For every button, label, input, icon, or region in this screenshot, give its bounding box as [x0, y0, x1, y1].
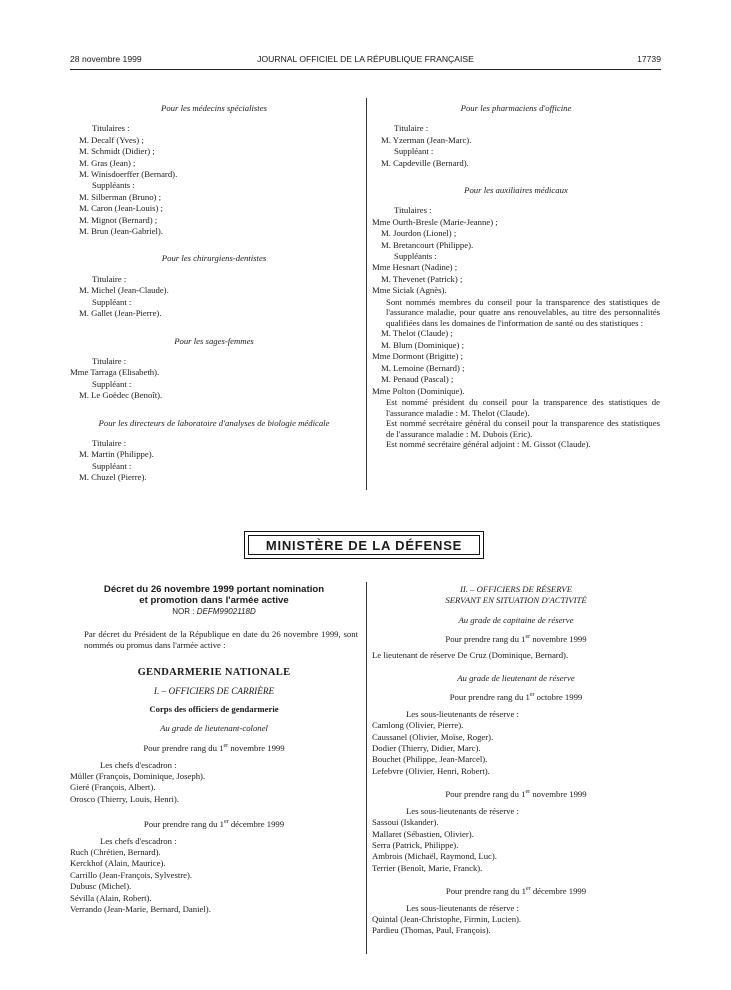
rank-text: décembre 1999 — [228, 819, 285, 830]
subsection-heading: I. – OFFICIERS DE CARRIÈRE — [153, 686, 275, 696]
list-item: M. Lemoine (Bernard) ; — [381, 362, 465, 373]
rank-text: novembre 1999 — [228, 743, 285, 754]
section-heading: SERVANT EN SITUATION D'ACTIVITÉ — [445, 595, 587, 606]
rank-date — [372, 886, 660, 897]
list-item: Carrillo (Jean-François, Sylvestre). — [70, 869, 193, 880]
list-item: Camlong (Olivier, Pierre). — [372, 720, 464, 731]
list-item: Sévilla (Alain, Robert). — [70, 892, 152, 903]
list-item: Orosco (Thierry, Louis, Henri). — [70, 793, 179, 804]
rank-text: novembre 1999 — [530, 634, 587, 645]
label: Titulaire : — [92, 273, 127, 284]
label: Les sous-lieutenants de réserve : — [406, 902, 519, 913]
list-item: Caussanel (Olivier, Moïse, Roger). — [372, 731, 494, 742]
list-item: Mallaret (Sébastien, Olivier). — [372, 828, 474, 839]
label: Les sous-lieutenants de réserve : — [406, 708, 519, 719]
paragraph: Est nommé président du conseil pour la transparence des statistiques de l'assurance maladie : M. Thelot (Claude). — [386, 396, 660, 418]
list-item: M. Bretancourt (Philippe). — [381, 239, 474, 250]
list-item: Mme Hesnart (Nadine) ; — [372, 262, 458, 273]
list-item: Le lieutenant de réserve De Cruz (Dominique, Bernard). — [372, 649, 569, 660]
rank-date — [372, 789, 660, 800]
list-item: Ruch (Chrétien, Bernard). — [70, 847, 161, 858]
label: Titulaires : — [394, 205, 432, 216]
paragraph: Sont nommés membres du conseil pour la transparence des statistiques de l'assurance maladie, pour quatre ans renouvelables, au titre des personnalités qualifiées dans les domaines de l'information de santé ou des statistiques : — [386, 296, 660, 328]
list-item: Mme Polton (Dominique). — [372, 385, 465, 396]
section-title: Pour les sages-femmes — [174, 335, 254, 346]
list-item: Kerckhof (Alain, Maurice). — [70, 858, 166, 869]
list-item: M. Decalf (Yves) ; — [79, 134, 144, 145]
list-item: Ambrois (Michaël, Raymond, Luc). — [372, 851, 497, 862]
rank-text: Pour prendre rang du 1 — [445, 634, 526, 645]
grade-heading: Au grade de lieutenant-colonel — [160, 722, 268, 733]
list-item: Serra (Patrick, Philippe). — [372, 839, 459, 850]
label: Suppléants : — [92, 180, 135, 191]
rank-sup: er — [223, 743, 229, 750]
list-item: Bouchet (Philippe, Jean-Marcel). — [372, 754, 488, 765]
nor-reference — [70, 606, 358, 617]
top-left-column — [70, 103, 358, 484]
list-item: Mme Siciak (Agnès). — [372, 285, 447, 296]
nor-label: NOR : — [172, 607, 195, 616]
list-item: Quintal (Jean-Christophe, Firmin, Lucien). — [372, 913, 522, 924]
rank-text: Pour prendre rang du 1 — [445, 886, 526, 897]
ministry-heading: MINISTÈRE DE LA DÉFENSE — [248, 535, 480, 555]
rank-date — [70, 743, 358, 754]
rank-text: Pour prendre rang du 1 — [143, 819, 224, 830]
column-divider-bottom — [366, 582, 367, 954]
label: Titulaires : — [92, 123, 130, 134]
top-right-column — [372, 103, 660, 451]
list-item: Terrier (Benoît, Marie, Franck). — [372, 862, 483, 873]
corps-heading: Corps des officiers de gendarmerie — [149, 704, 279, 715]
header-rule — [70, 69, 661, 70]
column-divider-top — [366, 98, 367, 490]
rank-text: Pour prendre rang du 1 — [445, 789, 526, 800]
label: Titulaire : — [92, 355, 127, 366]
page-header — [0, 54, 731, 68]
header-title: JOURNAL OFFICIEL DE LA RÉPUBLIQUE FRANÇAISE — [257, 54, 474, 64]
section-title: Pour les médecins spécialistes — [161, 103, 267, 113]
label: Suppléant : — [92, 378, 132, 389]
list-item: M. Brun (Jean-Gabriel). — [79, 226, 163, 237]
list-item: M. Winisdoerffer (Bernard). — [79, 169, 178, 180]
label: Titulaire : — [394, 123, 429, 134]
paragraph: Est nommé secrétaire général du conseil pour la transparence des statistiques de l'assurance maladie : M. Dubois (Eric). — [386, 418, 660, 439]
list-item: M. Martin (Philippe). — [79, 449, 154, 460]
list-item: Sassoui (Iskander). — [372, 817, 439, 828]
rank-text: novembre 1999 — [530, 789, 587, 800]
list-item: Verrando (Jean-Marie, Bernard, Daniel). — [70, 904, 211, 915]
nor-value: DEFM9902118D — [196, 607, 256, 616]
rank-text: Pour prendre rang du 1 — [449, 692, 530, 703]
ministry-heading-box — [244, 531, 484, 559]
section-title: Pour les chirurgiens-dentistes — [161, 253, 267, 264]
list-item: M. Mignot (Bernard) ; — [79, 214, 158, 225]
grade-heading: Au grade de lieutenant de réserve — [457, 673, 575, 684]
list-item: Gieré (François, Albert). — [70, 782, 156, 793]
list-item: M. Michel (Jean-Claude). — [79, 285, 169, 296]
list-item: Dodier (Thierry, Didier, Marc). — [372, 743, 481, 754]
list-item: M. Caron (Jean-Louis) ; — [79, 203, 163, 214]
rank-text: Pour prendre rang du 1 — [143, 743, 224, 754]
decree-title: Décret du 26 novembre 1999 portant nomination — [103, 584, 325, 595]
paragraph: Est nommé secrétaire général adjoint : M. Gissot (Claude). — [386, 439, 591, 450]
section-heading: GENDARMERIE NATIONALE — [137, 666, 291, 678]
list-item: M. Penaud (Pascal) ; — [381, 374, 454, 385]
label: Titulaire : — [92, 437, 127, 448]
section-title: Pour les auxiliaires médicaux — [464, 185, 568, 196]
label: Suppléant : — [92, 460, 132, 471]
rank-date — [70, 819, 358, 830]
list-item: M. Blum (Dominique) ; — [381, 339, 465, 350]
list-item: M. Chuzel (Pierre). — [79, 472, 147, 483]
list-item: M. Gallet (Jean-Pierre). — [79, 308, 162, 319]
list-item: M. Thevenet (Patrick) ; — [381, 273, 463, 284]
rank-sup: er — [525, 634, 531, 641]
decree-title: et promotion dans l'armée active — [139, 595, 289, 606]
bottom-right-column — [372, 584, 660, 937]
list-item: M. Capdeville (Bernard). — [381, 157, 469, 168]
list-item: M. Thelot (Claude) ; — [381, 328, 453, 339]
list-item: Mme Dormont (Brigitte) ; — [372, 351, 463, 362]
header-page-number: 17739 — [637, 54, 661, 64]
label: Suppléants : — [394, 251, 437, 262]
list-item: Dubusc (Michel). — [70, 881, 132, 892]
list-item: M. Silberman (Bruno) ; — [79, 191, 162, 202]
paragraph: Par décret du Président de la République en date du 26 novembre 1999, sont nommés ou promus dans l'armée active : — [84, 629, 358, 650]
list-item: Mme Tarraga (Elisabeth). — [70, 367, 160, 378]
label: Les sous-lieutenants de réserve : — [406, 805, 519, 816]
label: Suppléant : — [92, 296, 132, 307]
section-title: Pour les pharmaciens d'officine — [460, 103, 572, 113]
section-title: Pour les directeurs de laboratoire d'analyses de biologie médicale — [98, 417, 330, 428]
list-item: M. Schmidt (Didier) ; — [79, 146, 155, 157]
section-heading: II. – OFFICIERS DE RÉSERVE — [459, 584, 573, 594]
list-item: Lefebvre (Olivier, Henri, Robert). — [372, 765, 490, 776]
list-item: Pardieu (Thomas, Paul, François). — [372, 925, 491, 936]
rank-text: octobre 1999 — [534, 692, 583, 703]
rank-sup: er — [223, 819, 229, 826]
label: Suppléant : — [394, 146, 434, 157]
rank-text: décembre 1999 — [530, 886, 587, 897]
header-date: 28 novembre 1999 — [70, 54, 142, 64]
list-item: M. Gras (Jean) ; — [79, 157, 136, 168]
list-item: M. Yzerman (Jean-Marc). — [381, 134, 472, 145]
rank-sup: er — [525, 886, 531, 893]
label: Les chefs d'escadron : — [100, 835, 177, 846]
rank-date — [372, 692, 660, 703]
rank-sup: er — [529, 692, 535, 699]
list-item: M. Le Goëdec (Benoît). — [79, 390, 163, 401]
list-item: M. Jourdon (Lionel) ; — [381, 228, 457, 239]
rank-date — [372, 634, 660, 645]
label: Les chefs d'escadron : — [100, 759, 177, 770]
bottom-left-column — [70, 584, 358, 916]
rank-sup: er — [525, 789, 531, 796]
grade-heading: Au grade de capitaine de réserve — [458, 614, 574, 625]
list-item: Mme Ourth-Bresle (Marie-Jeanne) ; — [372, 216, 498, 227]
list-item: Müller (François, Dominique, Joseph). — [70, 771, 206, 782]
